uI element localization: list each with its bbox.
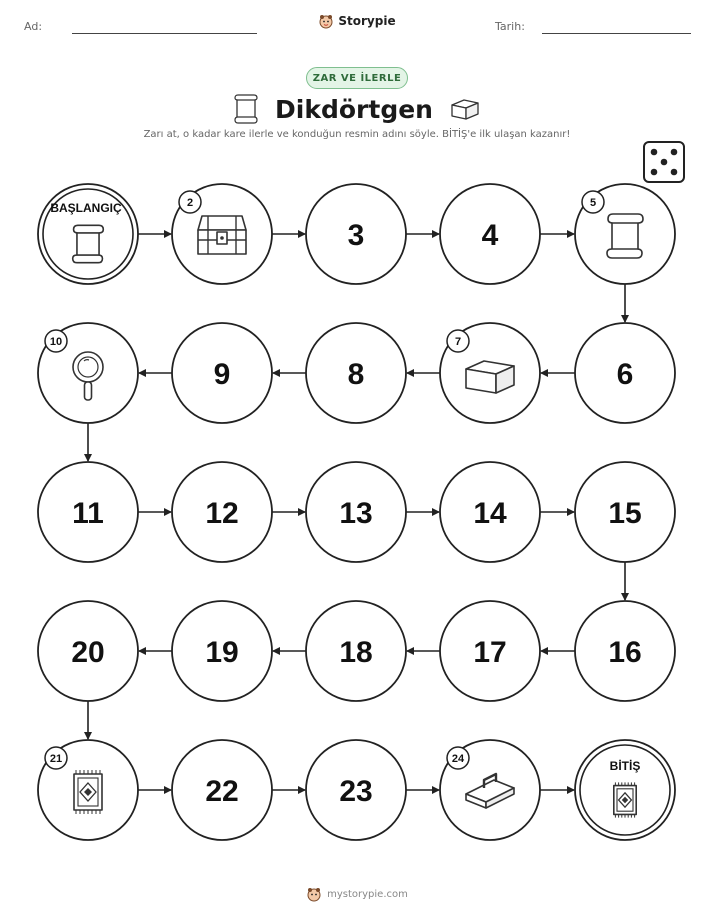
board-cell-12 [172, 462, 272, 562]
cell-number: 23 [339, 775, 373, 808]
mascot-icon [306, 886, 322, 902]
cell-number: 14 [473, 497, 507, 530]
treasure-chest-icon [198, 216, 246, 254]
board-cell-3 [306, 184, 406, 284]
cell-badge [45, 747, 67, 769]
board-cell-14 [440, 462, 540, 562]
cell-number: 9 [213, 358, 231, 391]
svg-text:7: 7 [454, 336, 462, 348]
svg-text:2: 2 [186, 197, 194, 209]
board-cell-8 [306, 323, 406, 423]
svg-text:10: 10 [49, 336, 63, 348]
cell-number: 13 [339, 497, 373, 530]
board-cell-19 [172, 601, 272, 701]
board-cell-10 [38, 323, 138, 423]
cell-number: 19 [205, 636, 239, 669]
board-cell-11 [38, 462, 138, 562]
board-cell-20 [38, 601, 138, 701]
cell-number: 12 [205, 497, 239, 530]
cell-number: 11 [72, 497, 104, 530]
name-label: Ad: [24, 20, 43, 33]
board-cell-24 [440, 740, 540, 840]
cell-number: 20 [71, 636, 105, 669]
cell-number: 18 [339, 636, 373, 669]
board-cells [38, 184, 675, 840]
cell-badge [45, 330, 67, 352]
cell-number: 4 [481, 219, 499, 252]
board-cell-6 [575, 323, 675, 423]
scroll-icon [607, 214, 643, 258]
board-cell-21 [38, 740, 138, 840]
board-cell-13 [306, 462, 406, 562]
cell-number: 17 [473, 636, 507, 669]
page-title: Dikdörtgen [275, 94, 433, 124]
scroll-icon [73, 225, 104, 262]
svg-text:5: 5 [589, 197, 597, 209]
board-cell-7 [440, 323, 540, 423]
cell-number: 15 [608, 497, 642, 530]
board-cell-4 [440, 184, 540, 284]
svg-text:24: 24 [451, 753, 465, 765]
rug-icon [74, 770, 102, 814]
activity-tag: ZAR VE İLERLE [306, 67, 408, 89]
rug-icon [614, 782, 636, 817]
finish-label: BİTİŞ [609, 759, 641, 773]
svg-text:21: 21 [49, 753, 63, 765]
cell-number: 16 [608, 636, 642, 669]
footer [0, 886, 714, 902]
start-cell [38, 184, 138, 284]
board-cell-16 [575, 601, 675, 701]
board-cell-9 [172, 323, 272, 423]
cell-number: 8 [347, 358, 365, 391]
board-cell-18 [306, 601, 406, 701]
board-cell-17 [440, 601, 540, 701]
cell-number: 3 [347, 219, 365, 252]
cube-block-icon [466, 361, 514, 393]
cell-number: 22 [205, 775, 239, 808]
cell-badge [582, 191, 604, 213]
board-cell-2 [172, 184, 272, 284]
instructions: Zarı at, o kadar kare ilerle ve konduğun resmin adını söyle. BİTİŞ'e ilk ulaşan kazanır! [143, 129, 571, 140]
footer-url: mystorypie.com [327, 888, 408, 900]
cell-number: 6 [616, 358, 634, 391]
board-cell-5 [575, 184, 675, 284]
date-label: Tarih: [495, 20, 525, 33]
cell-badge [179, 191, 201, 213]
dice-icon [644, 142, 684, 182]
cell-badge [447, 330, 469, 352]
board-cell-15 [575, 462, 675, 562]
cell-badge [447, 747, 469, 769]
board-cell-22 [172, 740, 272, 840]
finish-cell [575, 740, 675, 840]
board-cell-23 [306, 740, 406, 840]
start-label: BAŞLANGIÇ [50, 201, 122, 215]
brand-name: Storypie [338, 14, 396, 28]
